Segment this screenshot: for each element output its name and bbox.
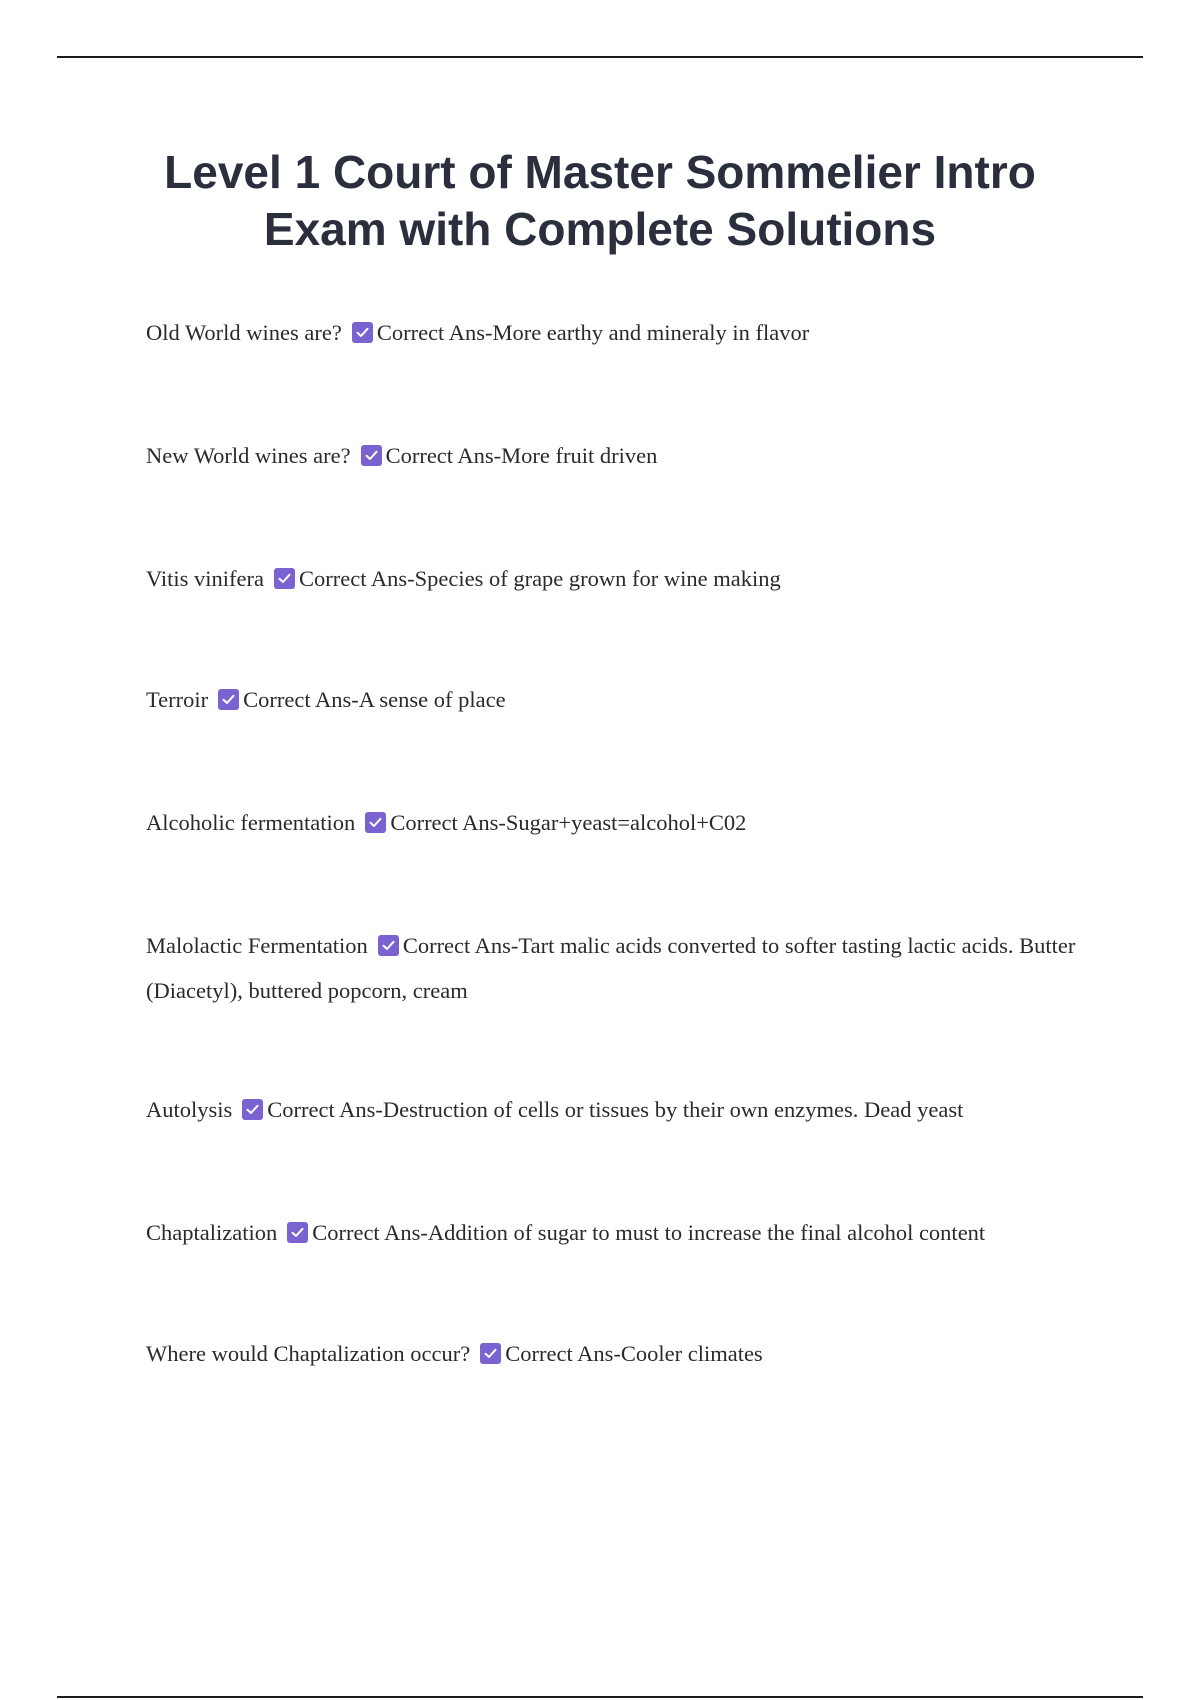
qa-item <box>146 556 1086 601</box>
checkbox-checked-icon <box>218 689 239 710</box>
question-text: Vitis vinifera <box>146 566 264 591</box>
question-text: Chaptalization <box>146 1220 278 1245</box>
question-text: Autolysis <box>146 1097 233 1122</box>
checkbox-checked-icon <box>480 1343 501 1364</box>
qa-item <box>146 800 1086 845</box>
qa-item <box>146 1210 1086 1255</box>
question-text: Old World wines are? <box>146 320 342 345</box>
checkbox-checked-icon <box>365 812 386 833</box>
question-text: Terroir <box>146 687 209 712</box>
answer-text: Correct Ans-More earthy and mineraly in flavor <box>376 320 810 345</box>
qa-item <box>146 1087 1086 1132</box>
answer-text: Correct Ans-Sugar+yeast=alcohol+C02 <box>390 810 747 835</box>
checkbox-checked-icon <box>352 322 373 343</box>
answer-text: Correct Ans-Cooler climates <box>505 1341 763 1366</box>
answer-text: Correct Ans-Addition of sugar to must to increase the final alcohol content <box>312 1220 986 1245</box>
top-rule <box>57 56 1143 58</box>
checkbox-checked-icon <box>361 445 382 466</box>
answer-text: Correct Ans-Species of grape grown for wine making <box>299 566 781 591</box>
question-text: Malolactic Fermentation <box>146 933 368 958</box>
question-text: Where would Chaptalization occur? <box>146 1341 471 1366</box>
qa-item <box>146 923 1086 1013</box>
qa-item <box>146 677 1086 722</box>
answer-text: Correct Ans-A sense of place <box>243 687 506 712</box>
answer-text: Correct Ans-More fruit driven <box>385 443 658 468</box>
checkbox-checked-icon <box>242 1099 263 1120</box>
qa-item <box>146 1331 1086 1376</box>
qa-item <box>146 310 1086 355</box>
qa-item <box>146 433 1086 478</box>
checkbox-checked-icon <box>378 935 399 956</box>
question-text: Alcoholic fermentation <box>146 810 356 835</box>
question-text: New World wines are? <box>146 443 351 468</box>
answer-text: Correct Ans-Tart malic acids converted to softer tasting lactic acids. Butter (Diacetyl), buttered popcorn, cream <box>146 933 1076 1003</box>
document-title: Level 1 Court of Master Sommelier Intro Exam with Complete Solutions <box>164 146 1036 255</box>
checkbox-checked-icon <box>287 1222 308 1243</box>
answer-text: Correct Ans-Destruction of cells or tissues by their own enzymes. Dead yeast <box>267 1097 964 1122</box>
bottom-rule <box>57 1696 1143 1698</box>
checkbox-checked-icon <box>274 568 295 589</box>
